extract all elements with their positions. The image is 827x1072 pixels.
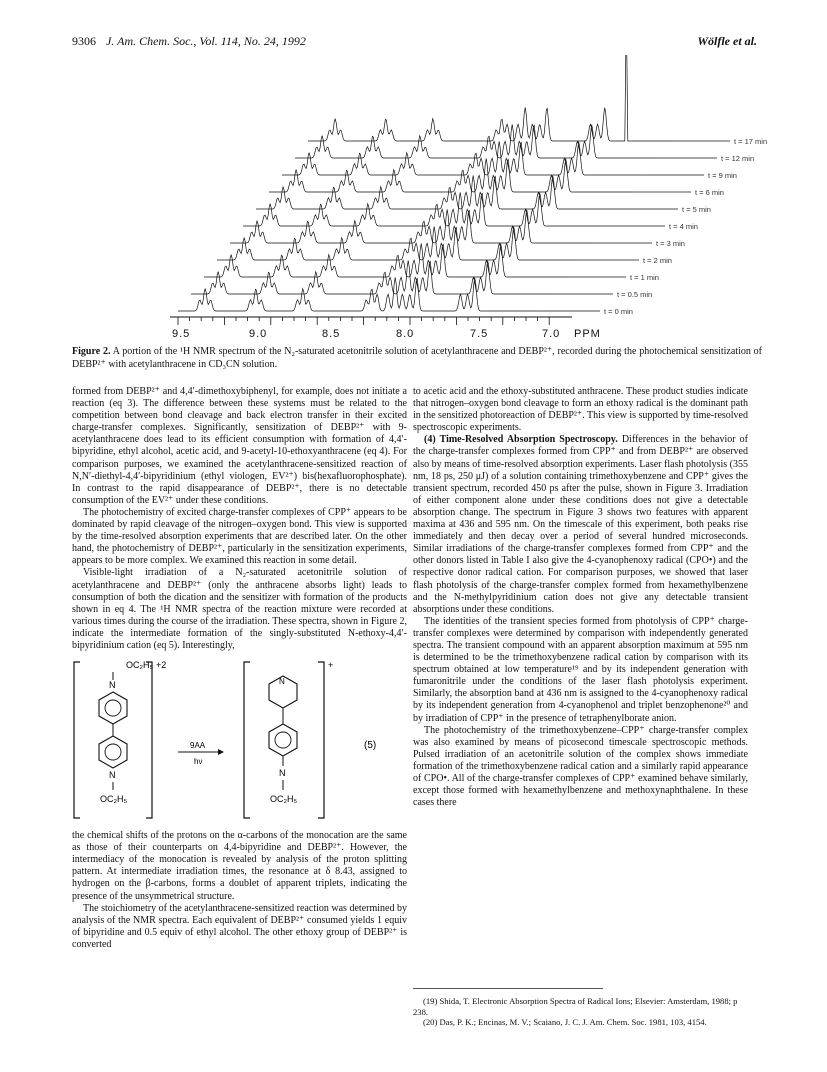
axis-label-9-0: 9.0 [249, 328, 268, 340]
product-n-bottom: N [279, 768, 286, 779]
trace-labels [540, 137, 767, 316]
footnote-20: (20) Das, P. K.; Encinas, M. V.; Scaiano, J. C. J. Am. Chem. Soc. 1981, 103, 4154. [423, 1017, 707, 1027]
reactant-charge: +2 [156, 660, 167, 671]
footnotes [413, 996, 748, 1028]
trace-time-label: t = 3 min [656, 239, 685, 248]
nmr-traces [178, 55, 670, 311]
caption-label: Figure 2. [72, 346, 111, 357]
trace-time-label: t = 17 min [734, 137, 768, 146]
axis-label-8-0: 8.0 [396, 328, 415, 340]
trace-time-label: t = 12 min [721, 154, 755, 163]
trace-time-label: t = 9 min [708, 171, 737, 180]
ppm-axis [170, 317, 601, 340]
trace-time-label: t = 0 min [604, 307, 633, 316]
reaction-scheme-eq5 [72, 656, 407, 824]
trace-time-label: t = 5 min [682, 205, 711, 214]
author-header: Wölfle et al. [697, 34, 757, 48]
reactant-n-top: N [109, 680, 116, 691]
header-left [72, 34, 306, 49]
left-paragraph-2: The photochemistry of excited charge-transfer complexes of CPP⁺ appears to be dominated by rapid cleavage of the nitrogen–oxygen bond. This view is supported by the time-resolved absorption experiments that are described later. On the other hand, the photochemistry of DEBP²⁺, particularly in the sensitization experiments, appears to be more complex. We examined this reaction in some detail. [72, 506, 407, 567]
scheme-drawing [72, 656, 407, 824]
trace-time-label: t = 6 min [695, 188, 724, 197]
right-paragraph-1: to acetic acid and the ethoxy-substituted anthracene. These product studies indicate that nitrogen–oxygen bond cleavage to form an ethoxy radical is the dominant path in the sensitized photoreaction of DEBP²⁺. This view is supported by time-resolved spectroscopic experiments. [413, 386, 748, 434]
left-paragraph-3: Visible-light irradiation of a N₂-saturated acetonitrile solution of acetylanthracene and DEBP²⁺ (only the anthracene absorbs light) leads to consumption of both the dication and the sensitizer with formation of the products shown in eq 4. The ¹H NMR spectra of the reaction mixture were recorded at various times during the course of the irradiation. These spectra, shown in Figure 2, indicate the intermediate formation of the singly-substituted N-ethoxy-4,4′-bipyridinium cation (eq 5). Interestingly, [72, 567, 407, 651]
equation-number: (5) [364, 740, 377, 752]
axis-label-ppm: PPM [574, 328, 601, 340]
reactant-bottom-group: OC₂H₅ [100, 794, 128, 805]
trace-time-label: t = 4 min [669, 222, 698, 231]
journal-citation: J. Am. Chem. Soc., Vol. 114, No. 24, 1992 [106, 34, 306, 48]
condition-label: hν [194, 757, 203, 767]
axis-label-7-5: 7.5 [470, 328, 489, 340]
footnote-19: (19) Shida, T. Electronic Absorption Spectra of Radical Ions; Elsevier: Amsterdam, 1988; p 238. [413, 996, 738, 1017]
trace-time-label: t = 2 min [643, 256, 672, 265]
page-number: 9306 [72, 34, 96, 48]
running-header [72, 34, 757, 52]
right-paragraph-2-text: Differences in the behavior of the charge-transfer complexes formed from CPP⁺ and from DEBP²⁺ are observed also by means of time-resolved absorption experiments. Laser flash photolysis (355 nm, 18 ps, 250 μJ) of a solution containing trimethoxybenzene and CPP⁺ gives the transient spectrum, recorded 450 ps after the pulse, shown in Figure 3. Irradiation of either component alone under these conditions does not give a detectable absorption change. The spectrum in Figure 3 shows two features with apparent maxima at 436 and 595 nm. On the timescale of this experiment, both peaks rise immediately and then decay over a period of several hundred microseconds. Similar irradiations of the charge-transfer complexes formed from CPP⁺ and the other donors listed in Table I also give the 4-cyanophenoxy radical (CPO•) and the respective donor radical cation. For comparison purposes, we showed that laser flash photolysis of the charge-transfer complex formed from hexamethylbenzene and the N-methylpyridinium cation does not give any detectable transient absorptions under these conditions. [413, 434, 749, 615]
trace-time-label: t = 1 min [630, 273, 659, 282]
axis-label-7-0: 7.0 [542, 328, 561, 340]
right-paragraph-3: The identities of the transient species formed from photolysis of CPP⁺ charge-transfer complexes were determined by comparison with independently generated spectra. The transient compound with an apparent absorption maximum at 595 nm is determined to be the trimethoxybenzene radical cation by comparison with its spectrum obtained at low temperature¹⁹ and by its independent generation with fumaronitrile under the conditions of the laser flash photolysis experiment. Similarly, the absorption band at 436 nm is assigned to the 4-cyanophenoxy radical by its independent generation from 4-cyanophenol and triplet benzophenone²⁰ and by irradiation of CPP⁺ in the presence of tetraphenylborate anion. [413, 615, 748, 724]
reactant-n-bottom: N [109, 770, 116, 781]
figure-caption [72, 346, 762, 371]
axis-label-9-5: 9.5 [172, 328, 191, 340]
product-charge: + [328, 660, 334, 671]
nmr-figure [0, 55, 827, 345]
product-n-top: N [279, 677, 285, 687]
left-paragraph-5: The stoichiometry of the acetylanthracene-sensitized reaction was determined by analysis of the NMR spectra. Each equivalent of DEBP²⁺ consumed yields 1 equiv of bipyridine and 0.5 equiv of ethyl alcohol. The other ethoxy group of DEBP²⁺ is converted [72, 902, 407, 950]
right-paragraph-4: The photochemistry of the trimethoxybenzene–CPP⁺ charge-transfer complex was also examined by means of picosecond timescale spectroscopic methods. Pulsed irradiation of an acetonitrile solution of the complex shows immediate formation of the trimethoxybenzene radical cation and a similarly rapid appearance of CPO•. All of the charge-transfer complexes of CPP⁺ examined behave similarly, except those formed with hexamethylbenzene and methoxynaphthalene. In these cases there [413, 724, 748, 809]
trace-time-label: t = 0.5 min [617, 290, 653, 299]
nmr-trace [308, 55, 670, 141]
left-column [72, 386, 407, 951]
product-bottom-group: OC₂H₅ [270, 794, 298, 805]
left-paragraph-4: the chemical shifts of the protons on the α-carbons of the monocation are the same as those of their counterparts on 4,4-bipyridine and DEBP²⁺. However, the intermediacy of the monocation is revealed by analysis of the proton splitting pattern. At intermediate irradiation times, the resonance at δ 8.43, assigned to hydrogen on the β-carbons, forms a doublet of apparent triplets, indicating the presence of the unsymmetrical structure. [72, 830, 407, 902]
footnote-rule [413, 988, 603, 989]
right-paragraph-2 [413, 434, 748, 615]
right-column [413, 386, 748, 809]
left-paragraph-1: formed from DEBP²⁺ and 4,4′-dimethoxybiphenyl, for example, does not initiate a reaction (eq 3). The difference between these systems must be related to the competition between bond cleavage and back electron transfer in their excited charge-transfer complexes. Significantly, sensitization of DEBP²⁺ with 9-acetylanthracene does lead to its efficient consumption with formation of 4,4′-bipyridine, ethyl alcohol, acetic acid, and 9-acetyl-10-ethoxyanthracene (eq 4). For comparison purposes, we examined the acetylanthracene-sensitized reaction of N,N′-diethyl-4,4′-bipyridinium (ethyl viologen, EV²⁺) bis(hexafluorophosphate). In contrast to the rapid disappearance of DEBP²⁺, there is no detectable consumption of the EV²⁺ under these conditions. [72, 386, 407, 506]
reagent-label: 9AA [190, 741, 206, 751]
caption-text: A portion of the ¹H NMR spectrum of the N₂-saturated acetonitrile solution of acetylanthracene and DEBP²⁺, recorded during the photochemical sensitization of DEBP²⁺ with acetylanthracene in CD₃CN solution. [72, 346, 762, 370]
axis-label-8-5: 8.5 [322, 328, 341, 340]
reactant-top-group: OC₂H₅ [126, 660, 154, 671]
section-heading-time-resolved: (4) Time-Resolved Absorption Spectroscopy. [424, 434, 618, 446]
